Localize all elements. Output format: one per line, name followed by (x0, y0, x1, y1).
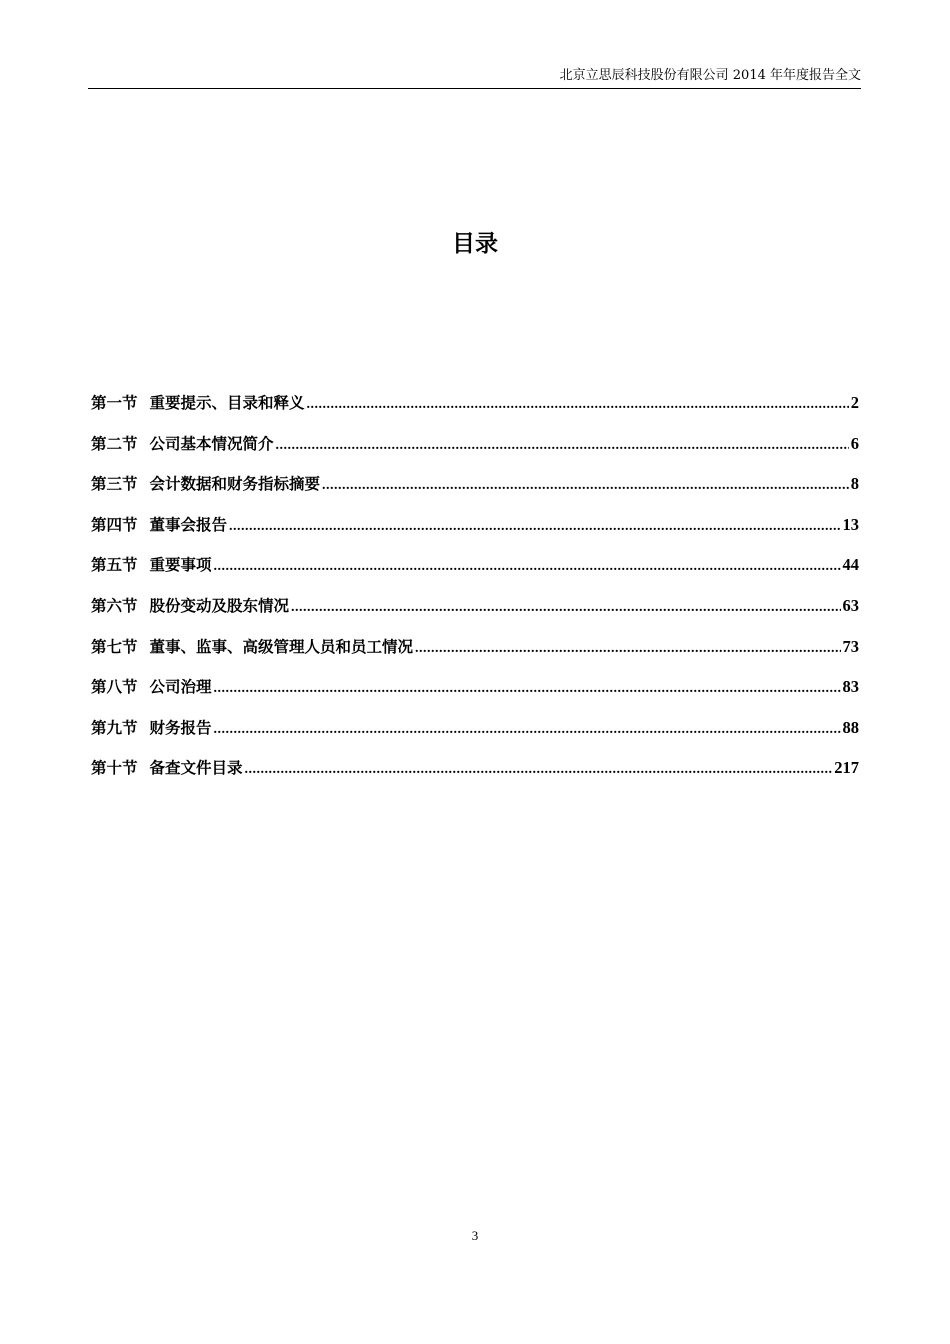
toc-page-number: 8 (850, 474, 859, 494)
toc-section-title: 财务报告 (149, 718, 212, 737)
toc-dot-leader (245, 750, 833, 790)
toc-section-title: 重要提示、目录和释义 (149, 394, 305, 412)
toc-section-number: 第九节 (91, 718, 138, 737)
toc-section-title: 重要事项 (149, 556, 212, 575)
toc-entry-label (91, 586, 289, 626)
toc-page-number: 88 (842, 717, 859, 737)
toc-section-number: 第四节 (91, 515, 138, 534)
toc-dot-leader (291, 588, 840, 628)
toc-entry[interactable] (91, 545, 859, 586)
toc-dot-leader (214, 547, 841, 587)
toc-section-number: 第五节 (91, 556, 138, 575)
toc-section-number: 第七节 (91, 637, 138, 656)
toc-page-number: 13 (842, 514, 859, 534)
toc-section-number: 第八节 (91, 678, 138, 697)
toc-section-number: 第十节 (91, 759, 138, 778)
toc-entry-label (91, 545, 212, 585)
toc-dot-leader (214, 669, 841, 709)
toc-page-number: 83 (842, 677, 859, 697)
toc-entry-label (91, 505, 227, 545)
toc-page-number: 6 (850, 433, 859, 453)
page-number: 3 (471, 1228, 479, 1243)
toc-entry[interactable] (91, 505, 859, 546)
toc-entry[interactable] (91, 424, 859, 465)
toc-page-number: 217 (834, 758, 859, 778)
toc-entry[interactable] (91, 708, 859, 749)
toc-dot-leader (307, 385, 849, 425)
toc-section-number: 第二节 (91, 434, 138, 453)
toc-page-number: 2 (850, 393, 859, 412)
toc-section-title: 股份变动及股东情况 (149, 596, 290, 615)
toc-page-number: 63 (842, 595, 859, 615)
toc-dot-leader (322, 466, 849, 506)
toc-entry-label (91, 748, 243, 788)
toc-entry[interactable] (91, 586, 859, 627)
toc-dot-leader (415, 629, 840, 669)
toc-page-number: 73 (842, 636, 859, 656)
toc-dot-leader (229, 507, 840, 547)
toc-entry[interactable] (91, 464, 859, 505)
toc-entry[interactable] (91, 383, 859, 424)
table-of-contents (91, 383, 859, 789)
toc-dot-leader (276, 426, 849, 466)
toc-entry-label (91, 667, 212, 707)
toc-section-title: 董事会报告 (149, 515, 228, 534)
toc-dot-leader (214, 710, 841, 750)
toc-entry[interactable] (91, 627, 859, 668)
toc-entry[interactable] (91, 667, 859, 708)
toc-section-title: 公司基本情况简介 (149, 434, 274, 453)
toc-entry-label (91, 383, 305, 423)
toc-section-number: 第三节 (91, 475, 138, 494)
toc-section-title: 会计数据和财务指标摘要 (149, 475, 321, 494)
toc-section-number: 第六节 (91, 596, 138, 615)
toc-section-number: 第一节 (91, 394, 138, 412)
toc-entry-label (91, 424, 274, 464)
toc-entry-label (91, 708, 212, 748)
toc-title: 目录 (452, 231, 498, 257)
toc-section-title: 董事、监事、高级管理人员和员工情况 (149, 637, 414, 656)
toc-entry[interactable] (91, 748, 859, 789)
toc-page-number: 44 (842, 555, 859, 575)
toc-section-title: 公司治理 (149, 678, 212, 697)
toc-entry-label (91, 464, 320, 504)
toc-section-title: 备查文件目录 (149, 759, 243, 778)
toc-entry-label (91, 627, 413, 667)
page-header (88, 64, 861, 89)
header-title: 北京立思辰科技股份有限公司 2014 年年度报告全文 (559, 68, 861, 83)
